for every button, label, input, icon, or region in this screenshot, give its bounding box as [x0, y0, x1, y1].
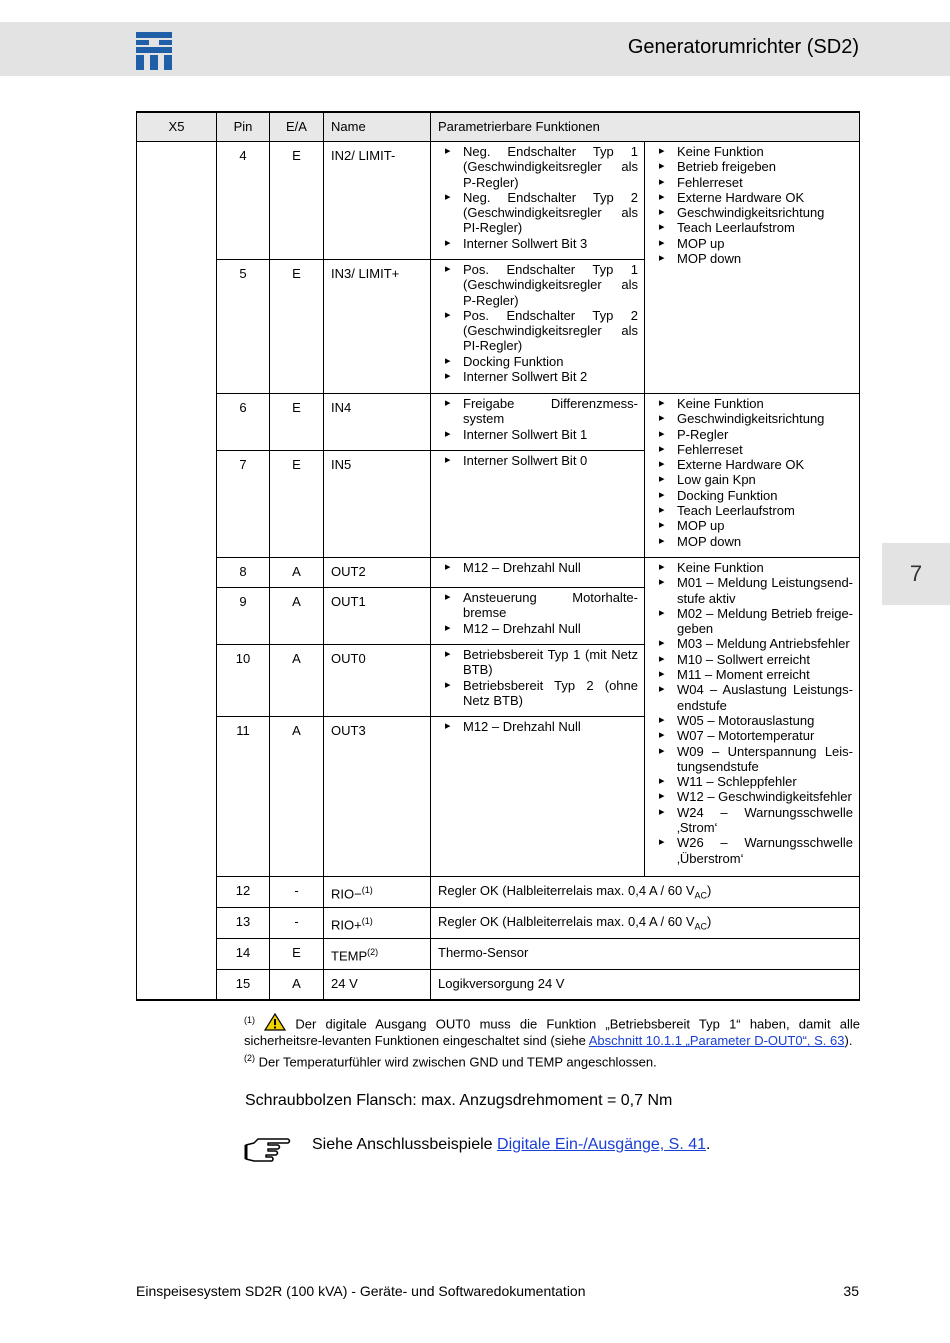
list-item: ▸ Externe Hardware OK [653, 190, 853, 205]
list-item: ▸ W04 – Auslastung Leistungs-endstufe [653, 682, 853, 713]
list-item: ▸ W26 – Warnungsschwelle ‚Überstrom‘ [653, 835, 853, 866]
list-item: ▸ M03 – Meldung Antriebsfehler [653, 636, 853, 651]
pin-number: 13 [235, 914, 251, 929]
io-type: E [292, 266, 301, 281]
signal-name: IN5 [331, 457, 352, 472]
page-number: 35 [843, 1283, 859, 1299]
examples-link[interactable]: Digitale Ein-/Ausgänge, S. 41 [497, 1136, 707, 1153]
function-text: Thermo-Sensor [438, 945, 529, 960]
pin-number: 14 [235, 945, 251, 960]
function-list [439, 144, 638, 251]
io-type: - [294, 883, 299, 898]
list-item: ▸ Keine Funktion [653, 144, 853, 159]
list-item: ▸ W24 – Warnungsschwelle ‚Strom‘ [653, 805, 853, 836]
pin-number: 15 [235, 976, 251, 991]
list-item: ▸ W09 – Unterspannung Leis-tungsendstufe [653, 744, 853, 775]
column-header-x5: X5 [168, 119, 185, 134]
function-text: Regler OK (Halbleiterrelais max. 0,4 A / 60 $V_{AC}$) [438, 883, 712, 901]
signal-name: IN3/ LIMIT+ [331, 266, 400, 281]
company-logo [136, 32, 172, 70]
list-item: ▸ Low gain Kpn [653, 472, 853, 487]
list-item: ▸ Geschwindigkeitsrichtung [653, 411, 853, 426]
list-item: ▸ Neg. Endschalter Typ 2 (Geschwindigkeitsregler als PI-Regler) [439, 190, 638, 236]
pin-number: 12 [235, 883, 251, 898]
list-item: ▸ MOP down [653, 534, 853, 549]
shared-function-list [653, 396, 853, 549]
io-type: A [292, 564, 301, 579]
shared-function-list [653, 144, 853, 266]
list-item: ▸ P-Regler [653, 427, 853, 442]
io-type: E [292, 148, 301, 163]
io-type: - [294, 914, 299, 929]
io-type: E [292, 400, 301, 415]
list-item: ▸ Pos. Endschalter Typ 1 (Geschwindigkeitsregler als P-Regler) [439, 262, 638, 308]
list-item: ▸ Interner Sollwert Bit 1 [439, 427, 638, 442]
function-list [439, 590, 638, 636]
column-header-name: Name [331, 119, 366, 134]
function-text: Logikversorgung 24 V [438, 976, 565, 991]
list-item: ▸ Betrieb freigeben [653, 159, 853, 174]
list-item: ▸ M12 – Drehzahl Null [439, 560, 638, 575]
function-list [439, 396, 638, 442]
footnote-2: $^{(2)}$ Der Temperaturfühler wird zwischen GND und TEMP angeschlossen. [244, 1053, 657, 1070]
signal-name: RIO−$^{(1)}$ [331, 885, 373, 902]
io-type: E [292, 945, 301, 960]
signal-name: RIO+$^{(1)}$ [331, 916, 373, 933]
signal-name: TEMP$^{(2)}$ [331, 947, 379, 964]
io-type: A [292, 976, 301, 991]
page-header-title: Generatorumrichter (SD2) [627, 36, 859, 58]
list-item: ▸ Interner Sollwert Bit 0 [439, 453, 638, 468]
footnote-1: $^{(1)}$ Der digitale Ausgang OUT0 muss die Funktion „Betriebsbereit Typ 1“ haben, damit alle sicherheitsre-levanten Funktionen eingeschaltet sind (siehe Abschnitt 10.1.1 „Parameter D-OUT0“, S. 63). [244, 1015, 860, 1049]
list-item: ▸ W11 – Schleppfehler [653, 774, 853, 789]
function-text: Regler OK (Halbleiterrelais max. 0,4 A / 60 $V_{AC}$) [438, 914, 712, 932]
signal-name: 24 V [331, 976, 358, 991]
signal-name: OUT1 [331, 594, 366, 609]
list-item: ▸ Ansteuerung Motorhalte-bremse [439, 590, 638, 621]
pointing-hand-icon [244, 1135, 292, 1163]
footer-document-title: Einspeisesystem SD2R (100 kVA) - Geräte- und Softwaredokumentation [136, 1283, 586, 1299]
signal-name: IN4 [331, 400, 352, 415]
io-type: A [292, 594, 301, 609]
function-list [439, 453, 638, 468]
pin-number: 9 [239, 594, 247, 609]
pin-number: 8 [239, 564, 247, 579]
io-type: A [292, 651, 301, 666]
chapter-tab: 7 [882, 543, 950, 605]
list-item: ▸ Docking Funktion [653, 488, 853, 503]
function-list [439, 719, 638, 734]
list-item: ▸ Interner Sollwert Bit 3 [439, 236, 638, 251]
function-list [439, 262, 638, 384]
function-list [439, 647, 638, 708]
shared-function-list [653, 560, 853, 866]
list-item: ▸ Teach Leerlaufstrom [653, 503, 853, 518]
list-item: ▸ M11 – Moment erreicht [653, 667, 853, 682]
list-item: ▸ Keine Funktion [653, 560, 853, 575]
list-item: ▸ Teach Leerlaufstrom [653, 220, 853, 235]
column-header-pin: Pin [233, 119, 253, 134]
list-item: ▸ Pos. Endschalter Typ 2 (Geschwindigkeitsregler als PI-Regler) [439, 308, 638, 354]
warning-icon [264, 1013, 286, 1031]
io-type: E [292, 457, 301, 472]
pin-number: 4 [239, 148, 247, 163]
list-item: ▸ Interner Sollwert Bit 2 [439, 369, 638, 384]
list-item: ▸ Neg. Endschalter Typ 1 (Geschwindigkeitsregler als P-Regler) [439, 144, 638, 190]
see-also-note: Siehe Anschlussbeispiele Digitale Ein-/Ausgänge, S. 41. [312, 1136, 711, 1153]
io-type: A [292, 723, 301, 738]
list-item: ▸ Fehlerreset [653, 175, 853, 190]
column-header-ea: E/A [286, 119, 307, 134]
list-item: ▸ W12 – Geschwindigkeitsfehler [653, 789, 853, 804]
list-item: ▸ M12 – Drehzahl Null [439, 621, 638, 636]
list-item: ▸ Freigabe Differenzmess-system [439, 396, 638, 427]
list-item: ▸ Betriebsbereit Typ 2 (ohne Netz BTB) [439, 678, 638, 709]
list-item: ▸ Docking Funktion [439, 354, 638, 369]
list-item: ▸ MOP up [653, 236, 853, 251]
pin-number: 10 [235, 651, 251, 666]
list-item: ▸ W05 – Motorauslastung [653, 713, 853, 728]
list-item: ▸ MOP up [653, 518, 853, 533]
list-item: ▸ M10 – Sollwert erreicht [653, 652, 853, 667]
torque-note: Schraubbolzen Flansch: max. Anzugsdrehmoment = 0,7 Nm [245, 1092, 673, 1109]
pin-number: 7 [239, 457, 247, 472]
function-list [439, 560, 638, 575]
list-item: ▸ MOP down [653, 251, 853, 266]
pin-number: 11 [236, 723, 250, 738]
pin-number: 6 [239, 400, 247, 415]
signal-name: OUT2 [331, 564, 366, 579]
list-item: ▸ Keine Funktion [653, 396, 853, 411]
list-item: ▸ M02 – Meldung Betrieb freige-geben [653, 606, 853, 637]
column-header-functions: Parametrierbare Funktionen [438, 119, 600, 134]
list-item: ▸ Geschwindigkeitsrichtung [653, 205, 853, 220]
signal-name: OUT3 [331, 723, 366, 738]
list-item: ▸ Betriebsbereit Typ 1 (mit Netz BTB) [439, 647, 638, 678]
pin-number: 5 [239, 266, 247, 281]
list-item: ▸ Externe Hardware OK [653, 457, 853, 472]
list-item: ▸ W07 – Motortemperatur [653, 728, 853, 743]
list-item: ▸ M12 – Drehzahl Null [439, 719, 638, 734]
list-item: ▸ Fehlerreset [653, 442, 853, 457]
section-link[interactable]: Abschnitt 10.1.1 „Parameter D-OUT0“, S. 63 [588, 1033, 845, 1049]
signal-name: OUT0 [331, 651, 366, 666]
list-item: ▸ M01 – Meldung Leistungsend-stufe aktiv [653, 575, 853, 606]
signal-name: IN2/ LIMIT- [331, 148, 396, 163]
